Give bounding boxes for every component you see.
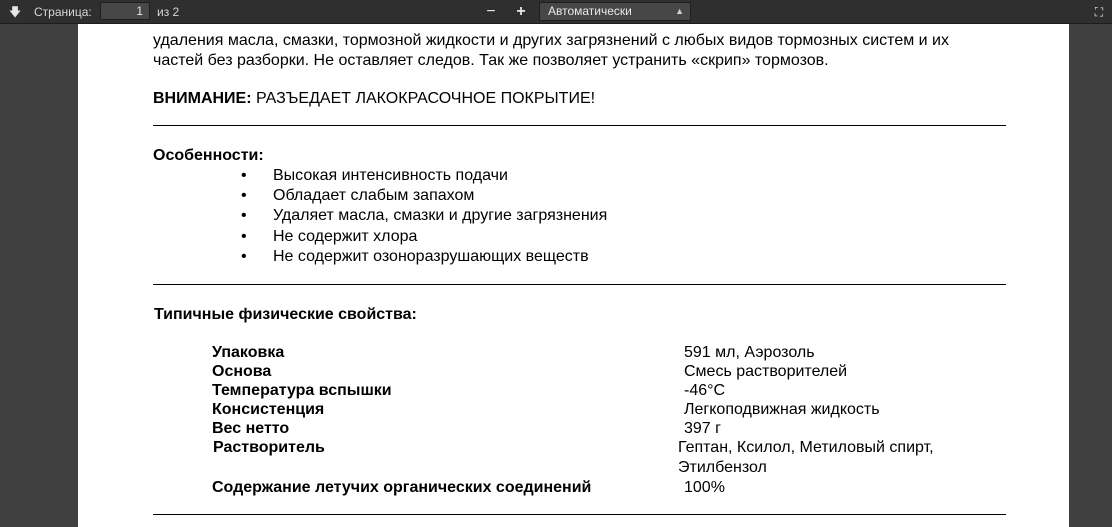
property-label: Упаковка — [212, 344, 285, 361]
bullet-icon: • — [241, 187, 247, 204]
property-label: Растворитель — [213, 439, 325, 456]
page-total: из 2 — [157, 5, 180, 19]
zoom-select[interactable] — [539, 2, 691, 21]
intro-text-line: частей без разборки. Не оставляет следов. Так же позволяет устранить «скрип» тормозов. — [153, 52, 829, 69]
property-label: Температура вспышки — [212, 382, 392, 399]
property-value-continued: Этилбензол — [678, 459, 767, 476]
feature-item: Не содержит хлора — [273, 228, 418, 245]
property-value: 100% — [684, 479, 725, 496]
page-label: Страница: — [34, 5, 92, 19]
feature-item: Не содержит озоноразрушающих веществ — [273, 248, 589, 265]
fullscreen-icon[interactable]: ⛶ — [1094, 5, 1104, 19]
divider — [153, 514, 1006, 515]
pdf-toolbar — [0, 0, 1112, 24]
warning-text: РАЗЪЕДАЕТ ЛАКОКРАСОЧНОЕ ПОКРЫТИЕ! — [256, 90, 596, 107]
select-arrows-icon: ▲ — [675, 6, 684, 16]
bullet-icon: • — [241, 207, 247, 224]
property-label: Содержание летучих органических соединений — [212, 479, 592, 496]
property-label: Консистенция — [212, 401, 325, 418]
warning-paragraph — [153, 90, 595, 108]
zoom-out-button[interactable]: − — [486, 3, 496, 20]
zoom-in-button[interactable]: + — [516, 3, 526, 20]
bullet-icon: • — [241, 228, 247, 245]
property-label: Вес нетто — [212, 420, 290, 437]
feature-item: Высокая интенсивность подачи — [273, 167, 508, 184]
property-label: Основа — [212, 363, 272, 380]
bullet-icon: • — [241, 167, 247, 184]
property-value: Смесь растворителей — [684, 363, 848, 380]
features-title: Особенности: — [153, 147, 264, 164]
properties-title: Типичные физические свойства: — [154, 306, 417, 323]
intro-text-line: удаления масла, смазки, тормозной жидкости и других загрязнений с любых видов тормозных систем и их — [153, 32, 949, 49]
warning-label: ВНИМАНИЕ: — [153, 90, 252, 107]
page-number-input[interactable] — [100, 2, 150, 20]
property-value: 397 г — [684, 420, 721, 437]
zoom-select-value: Автоматически — [548, 4, 632, 18]
download-arrow-icon[interactable]: 🡇 — [8, 5, 22, 19]
property-value: 591 мл, Аэрозоль — [684, 344, 815, 361]
divider — [153, 125, 1006, 126]
document-page — [78, 24, 1069, 527]
feature-item: Обладает слабым запахом — [273, 187, 475, 204]
bullet-icon: • — [241, 248, 247, 265]
property-value: -46°C — [684, 382, 726, 399]
property-value: Гептан, Ксилол, Метиловый спирт, — [678, 439, 934, 456]
divider — [153, 284, 1006, 285]
feature-item: Удаляет масла, смазки и другие загрязнения — [273, 207, 608, 224]
property-value: Легкоподвижная жидкость — [684, 401, 880, 418]
